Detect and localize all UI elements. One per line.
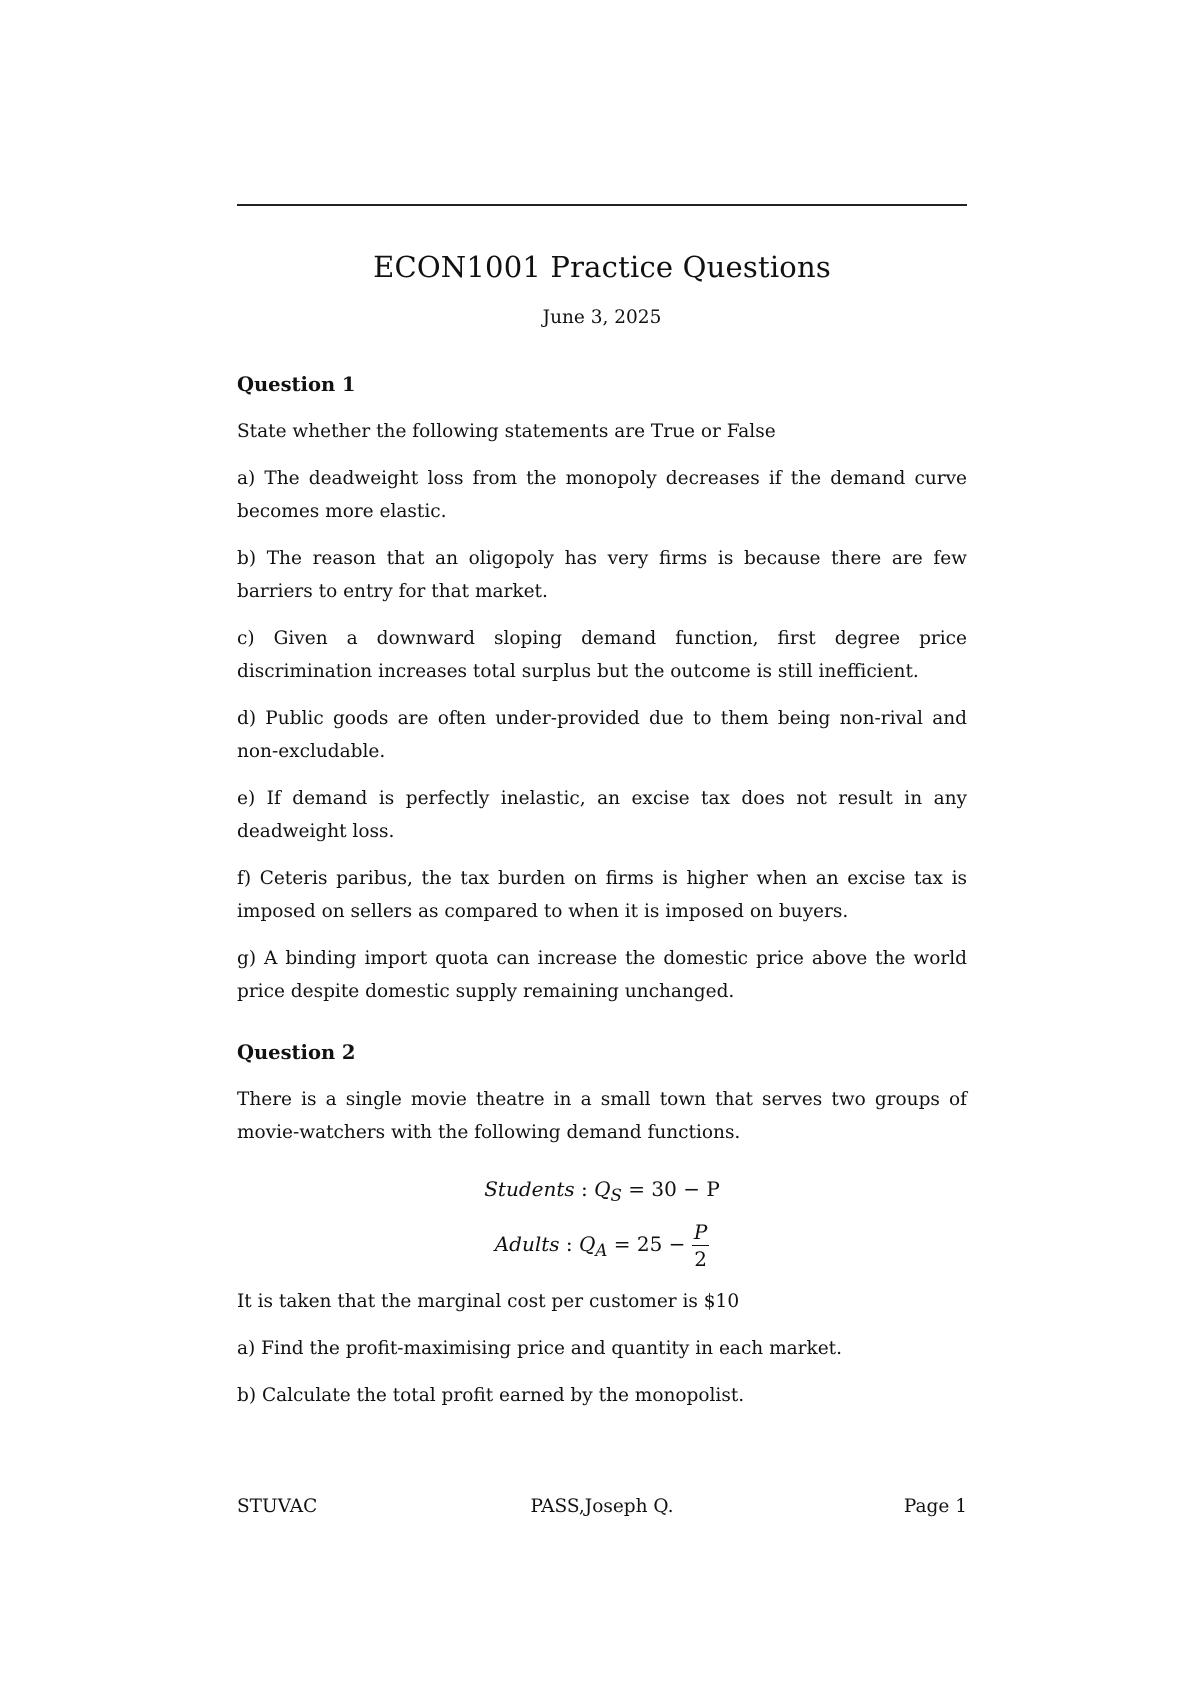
adults-subscript: A <box>595 1241 608 1260</box>
adults-fraction <box>692 1222 709 1269</box>
document-body <box>237 368 967 1426</box>
question-2-part-b: b) Calculate the total profit earned by the monopolist. <box>237 1385 745 1406</box>
question-1-heading: Question 1 <box>237 373 356 396</box>
question-1-item-d: d) Public goods are often under-provided due to them being non-rival and non-excludable. <box>237 708 967 762</box>
question-2-heading: Question 2 <box>237 1041 356 1064</box>
adults-fraction-numerator: P <box>693 1220 708 1244</box>
question-2-marginal-cost: It is taken that the marginal cost per customer is $10 <box>237 1291 740 1312</box>
adults-demand-equation: Adults : $Q_A = 25$ − $\frac{P}{2}$ <box>494 1220 708 1271</box>
footer-left: STUVAC <box>237 1496 318 1517</box>
students-subscript: S <box>610 1186 622 1205</box>
question-1-instruction: State whether the following statements are True or False <box>237 421 776 442</box>
students-quantity-var: Q <box>594 1177 611 1201</box>
demand-equations <box>237 1169 967 1271</box>
question-1-item-b: b) The reason that an oligopoly has very firms is because there are few barriers to entry for that market. <box>237 548 967 602</box>
adults-fraction-denominator: 2 <box>694 1247 707 1271</box>
question-1-item-a: a) The deadweight loss from the monopoly decreases if the demand curve becomes more elastic. <box>237 468 967 522</box>
students-rhs: = 30 − P <box>628 1177 720 1201</box>
students-label: Students <box>484 1177 575 1201</box>
question-2-part-a: a) Find the profit-maximising price and quantity in each market. <box>237 1338 842 1359</box>
question-1-item-e: e) If demand is perfectly inelastic, an excise tax does not result in any deadweight loss. <box>237 788 967 842</box>
footer-page-number: Page 1 <box>903 1496 967 1517</box>
question-1-item-g: g) A binding import quota can increase the domestic price above the world price despite domestic supply remaining unchanged. <box>237 948 967 1002</box>
page-footer <box>237 1496 967 1526</box>
adults-quantity-var: Q <box>578 1232 596 1256</box>
question-1-item-f: f) Ceteris paribus, the tax burden on firms is higher when an excise tax is imposed on sellers as compared to when it is imposed on buyers. <box>237 868 967 922</box>
header-rule <box>237 204 967 206</box>
students-demand-equation: Students : $Q_S = 30 - P$ <box>484 1177 720 1205</box>
document-title: ECON1001 Practice Questions <box>373 250 831 284</box>
adults-label: Adults <box>494 1232 560 1256</box>
question-1-item-c: c) Given a downward sloping demand function, first degree price discrimination increases total surplus but the outcome is still inefficient. <box>237 628 967 682</box>
adults-rhs: = 25 − <box>613 1232 686 1256</box>
footer-center: PASS,Joseph Q. <box>530 1496 674 1517</box>
question-2-intro: There is a single movie theatre in a small town that serves two groups of movie-watchers with the following demand functions. <box>237 1089 967 1143</box>
document-date: June 3, 2025 <box>542 307 662 328</box>
